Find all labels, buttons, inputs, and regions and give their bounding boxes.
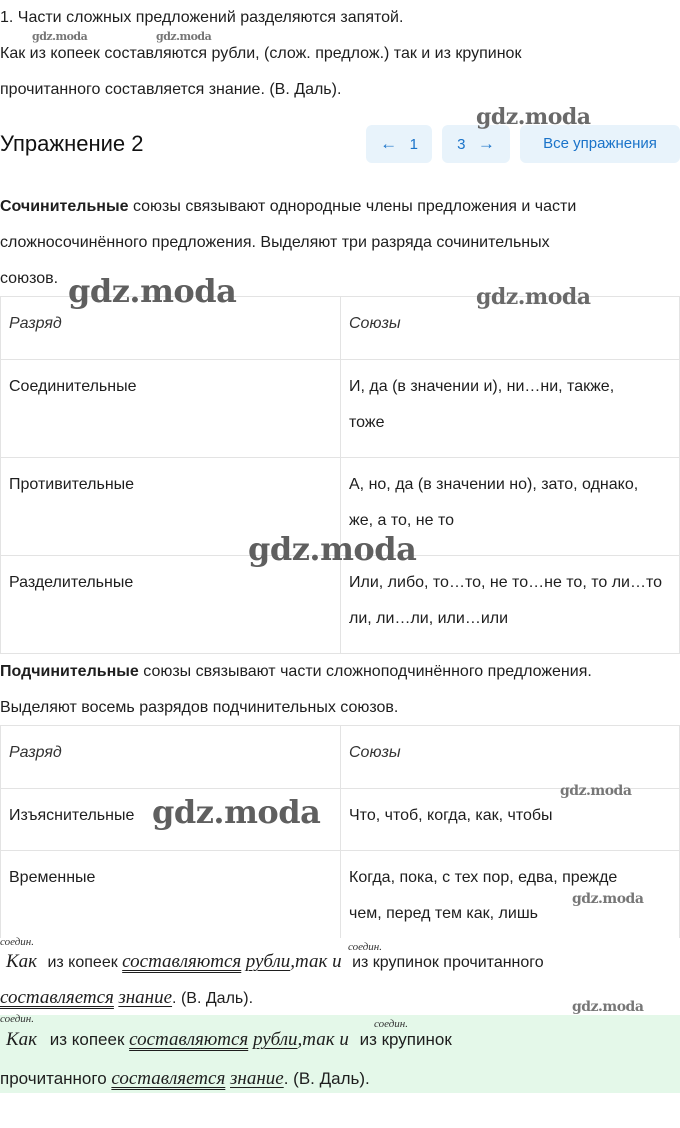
cell-line: же, а то, не то <box>349 512 454 529</box>
example-text: . (В. Даль). <box>172 990 254 1007</box>
cell-line: Или, либо, то…то, не то…не то, то ли…то <box>349 574 663 591</box>
hw-conj-tak-i: так и <box>302 1029 349 1050</box>
hw-subject: знание <box>118 987 173 1008</box>
subord-line-1-text: союзы связывают части сложноподчинённого предложения. <box>138 663 592 680</box>
example-text: из крупинок прочитанного <box>347 954 544 971</box>
table-cell-category: Изъяснительные <box>1 789 341 851</box>
table-cell-category: Разделительные <box>1 556 341 654</box>
hw-comma: , <box>297 1029 303 1050</box>
table-cell-conjunctions <box>341 360 680 458</box>
hw-comma: , <box>290 951 296 972</box>
table-cell-category: Противительные <box>1 458 341 556</box>
watermark: gdz.moda <box>476 104 591 130</box>
arrow-right-icon: → <box>477 134 495 153</box>
watermark: gdz.moda <box>476 284 591 310</box>
example-text: прочитанного <box>0 1069 112 1088</box>
watermark: gdz.moda <box>572 999 644 1015</box>
table-cell-conjunctions <box>341 556 680 654</box>
subord-conjunctions-table <box>0 725 680 949</box>
coord-line-1-text: союзы связывают однородные члены предложения и части <box>128 198 577 215</box>
intro-line-3: прочитанного составляется знание. (В. Даль). <box>0 81 342 98</box>
intro-line-2: Как из копеек составляются рубли, (слож. предлож.) так и из крупинок <box>0 45 522 62</box>
hw-predicate: составляются <box>129 1029 249 1050</box>
coord-line-3: союзов. <box>0 270 59 287</box>
watermark: gdz.moda <box>68 272 237 310</box>
annotation-note: соедин. <box>0 936 34 948</box>
hw-conj-tak-i: так и <box>295 951 342 972</box>
annotation-note: соедин. <box>374 1018 408 1030</box>
coord-line-1 <box>0 189 576 225</box>
arrow-left-icon: ← <box>380 134 398 153</box>
annotation-note: соедин. <box>348 941 382 953</box>
example-1-line-1 <box>0 944 544 981</box>
subord-line-1 <box>0 654 592 690</box>
cell-line: ли, ли…ли, или…или <box>349 610 509 627</box>
next-exercise-number: 3 <box>457 136 466 153</box>
table-cell-category: Соединительные <box>1 360 341 458</box>
intro-line-1: 1. Части сложных предложений разделяются запятой. <box>0 9 404 26</box>
watermark: gdz.moda <box>32 30 88 43</box>
all-exercises-button[interactable]: Все упражнения <box>520 125 680 163</box>
hw-conj-kak: Как <box>6 951 38 972</box>
watermark: gdz.moda <box>572 891 644 907</box>
hw-subject: знание <box>230 1068 284 1089</box>
prev-exercise-number: 1 <box>409 136 418 153</box>
cell-line: А, но, да (в значении но), зато, однако, <box>349 476 639 493</box>
example-text: из крупинок <box>354 1030 452 1049</box>
hw-predicate: составляется <box>111 1068 226 1089</box>
coord-term: Сочинительные <box>0 198 129 215</box>
subord-term: Подчинительные <box>0 663 139 680</box>
coord-conjunctions-table <box>0 296 680 654</box>
example-2-line-1 <box>0 1022 452 1058</box>
cell-line: тоже <box>349 414 385 431</box>
table-cell-category: Временные <box>1 851 341 949</box>
coord-line-2: сложносочинённого предложения. Выделяют три разряда сочинительных <box>0 234 550 251</box>
hw-predicate: составляются <box>122 951 242 972</box>
table-cell-conjunctions: Что, чтоб, когда, как, чтобы <box>341 789 680 851</box>
next-exercise-button[interactable] <box>442 125 510 163</box>
prev-exercise-button[interactable] <box>366 125 432 163</box>
example-text: . (В. Даль). <box>283 1069 370 1088</box>
example-1-line-2 <box>0 980 253 1017</box>
subord-line-2: Выделяют восемь разрядов подчинительных союзов. <box>0 699 399 716</box>
watermark: gdz.moda <box>156 30 212 43</box>
table-header-conjunctions: Союзы <box>341 297 680 360</box>
table-header-row <box>1 726 680 789</box>
watermark: gdz.moda <box>248 530 417 568</box>
cell-line: Когда, пока, с тех пор, едва, прежде <box>349 869 618 886</box>
cell-line: чем, перед тем как, лишь <box>349 905 538 922</box>
watermark: gdz.moda <box>560 783 632 799</box>
table-header-category: Разряд <box>1 726 341 789</box>
table-header-category: Разряд <box>1 297 341 360</box>
example-text: из копеек <box>43 954 123 971</box>
example-text: из копеек <box>45 1030 130 1049</box>
example-2-line-2 <box>0 1061 370 1097</box>
watermark: gdz.moda <box>152 793 321 831</box>
hw-conj-kak: Как <box>6 1029 38 1050</box>
exercise-title: Упражнение 2 <box>0 131 144 156</box>
hw-subject: рубли <box>252 1029 298 1050</box>
table-row <box>1 360 680 458</box>
annotation-note: соедин. <box>0 1013 34 1025</box>
table-row <box>1 556 680 654</box>
table-header-conjunctions: Союзы <box>341 726 680 789</box>
hw-predicate: составляется <box>0 987 114 1008</box>
cell-line: И, да (в значении и), ни…ни, также, <box>349 378 615 395</box>
hw-subject: рубли <box>245 951 291 972</box>
